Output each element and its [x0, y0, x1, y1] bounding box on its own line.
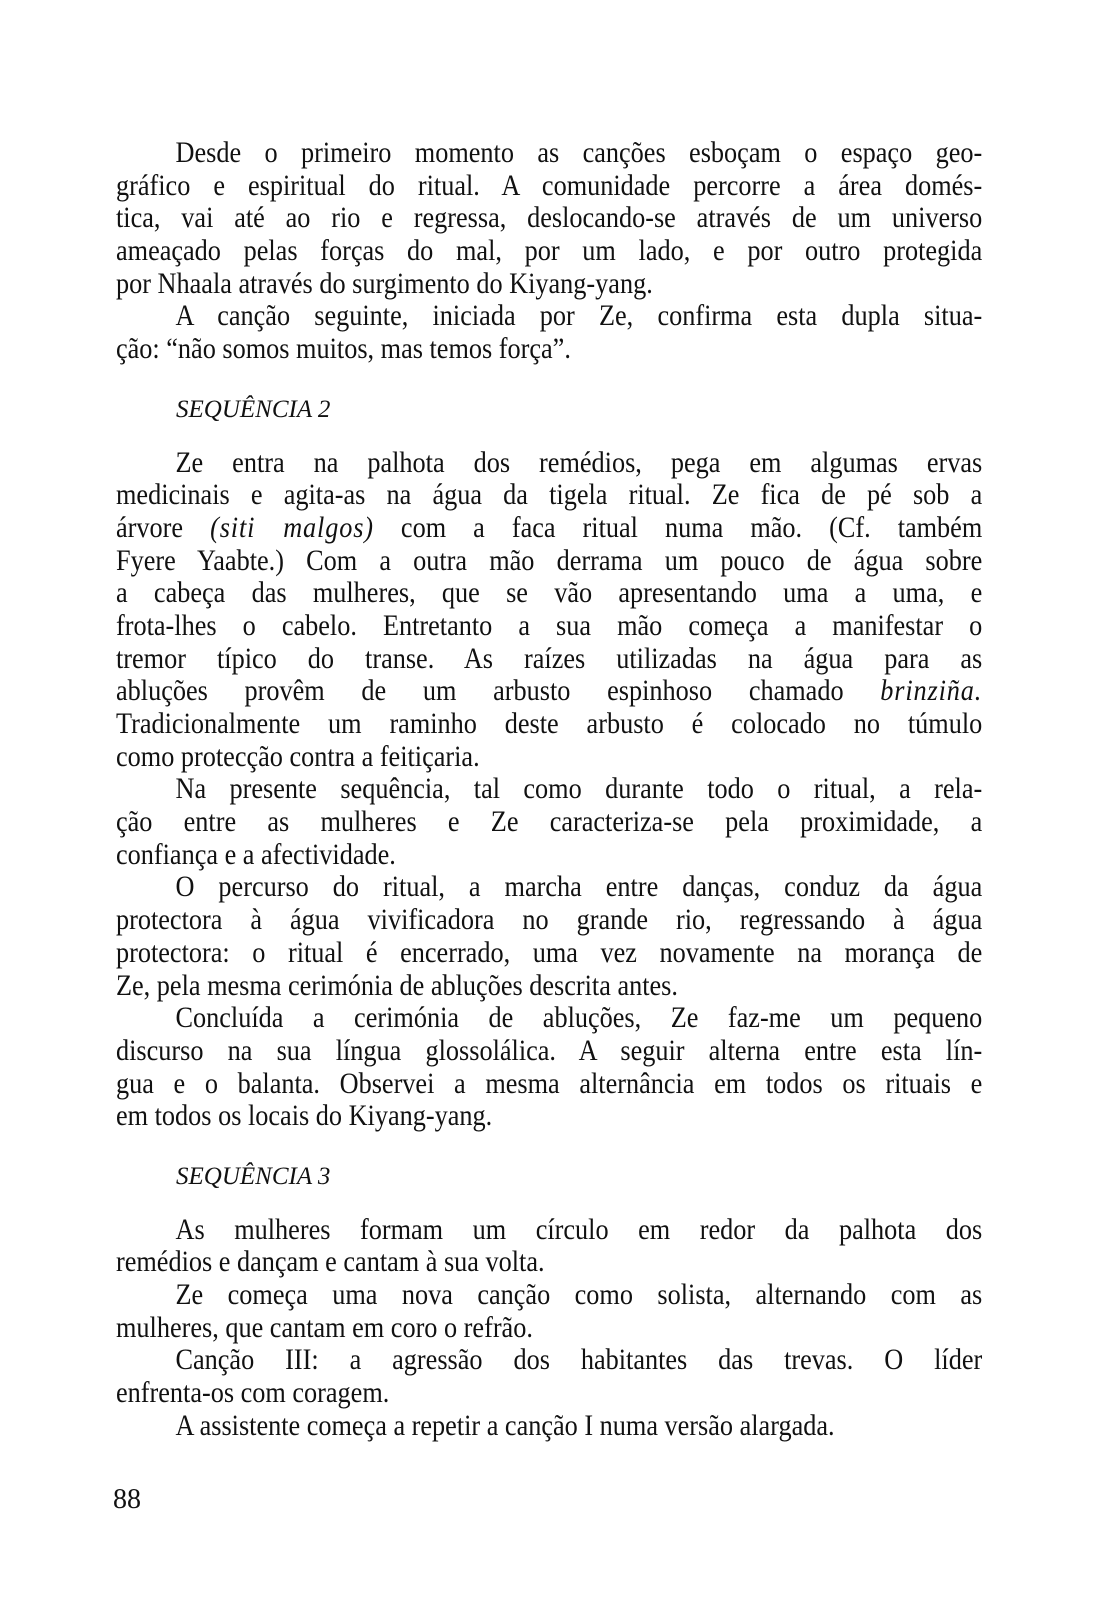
- text-segment: frota-lhes o cabelo. Entretanto a sua mão começa a manifestar o: [116, 608, 983, 642]
- text-segment: Concluída a cerimónia de abluções, Ze faz-me um pequeno: [175, 1001, 983, 1035]
- text-segment: Ze, pela mesma cerimónia de abluções descrita antes.: [116, 968, 678, 1002]
- text-segment: medicinais e agita-as na água da tigela ritual. Ze fica de pé sob a: [116, 478, 983, 512]
- text-line: [116, 610, 982, 643]
- text-line: [116, 235, 982, 268]
- text-line: [116, 708, 982, 741]
- paragraph: [116, 871, 982, 1002]
- text-segment: tica, vai até ao rio e regressa, deslocando-se através de um universo: [116, 201, 983, 235]
- text-line: [116, 1100, 982, 1133]
- paragraph: [116, 1214, 982, 1279]
- text-segment: árvore: [116, 510, 211, 544]
- section-heading: SEQUÊNCIA 2: [176, 395, 331, 423]
- text-line: [116, 268, 982, 301]
- text-line: [116, 300, 982, 333]
- text-segment: protectora: o ritual é encerrado, uma vez novamente na morança de: [116, 935, 983, 969]
- text-line: [116, 1344, 982, 1377]
- text-segment: em todos os locais do Kiyang-yang.: [116, 1099, 493, 1133]
- text-segment: A canção seguinte, iniciada por Ze, confirma esta dupla situa-: [175, 299, 983, 333]
- body-text: [116, 137, 982, 1442]
- text-line: [116, 1068, 982, 1101]
- text-segment: A assistente começa a repetir a canção I numa versão alargada.: [175, 1408, 835, 1442]
- text-line: [116, 577, 982, 610]
- text-line: [116, 839, 982, 872]
- text-segment: tremor típico do transe. As raízes utilizadas na água para as: [116, 641, 983, 675]
- text-line: [116, 512, 982, 545]
- text-segment: gráfico e espiritual do ritual. A comunidade percorre a área domés-: [116, 168, 983, 202]
- paragraph: [116, 1410, 982, 1443]
- text-segment: Canção III: a agressão dos habitantes das trevas. O líder: [175, 1343, 983, 1377]
- text-segment: Desde o primeiro momento as canções esboçam o espaço geo-: [175, 136, 983, 169]
- text-segment: por Nhaala através do surgimento do Kiyang-yang.: [116, 266, 653, 300]
- paragraph: [116, 447, 982, 774]
- paragraph: [116, 300, 982, 365]
- text-line: [116, 773, 982, 806]
- text-line: [116, 479, 982, 512]
- text-segment: confiança e a afectividade.: [116, 837, 396, 871]
- paragraph: [116, 1002, 982, 1133]
- text-segment: como protecção contra a feitiçaria.: [116, 739, 480, 773]
- text-segment: O percurso do ritual, a marcha entre danças, conduz da água: [175, 870, 983, 904]
- text-line: [116, 937, 982, 970]
- text-line: [116, 137, 982, 170]
- text-segment: Ze entra na palhota dos remédios, pega em algumas ervas: [175, 445, 983, 479]
- text-line: [116, 202, 982, 235]
- text-line: [116, 545, 982, 578]
- text-line: [116, 447, 982, 480]
- text-line: [116, 1214, 982, 1247]
- text-segment: discurso na sua língua glossolálica. A seguir alterna entre esta lín-: [116, 1033, 983, 1067]
- text-segment: abluções provêm de um arbusto espinhoso chamado: [116, 674, 881, 708]
- text-segment: As mulheres formam um círculo em redor da palhota dos: [175, 1212, 983, 1246]
- text-segment: Na presente sequência, tal como durante todo o ritual, a rela-: [175, 772, 983, 806]
- text-line: [116, 741, 982, 774]
- text-segment: ameaçado pelas forças do mal, por um lado, e por outro protegida: [116, 234, 983, 268]
- paragraph: [116, 1344, 982, 1409]
- text-segment: ção entre as mulheres e Ze caracteriza-se pela proximidade, a: [116, 805, 983, 839]
- text-segment: mulheres, que cantam em coro o refrão.: [116, 1310, 533, 1344]
- text-segment: gua e o balanta. Observei a mesma alternância em todos os rituais e: [116, 1066, 983, 1100]
- text-line: [116, 970, 982, 1003]
- text-line: [116, 1002, 982, 1035]
- text-segment: remédios e dançam e cantam à sua volta.: [116, 1245, 545, 1279]
- text-segment: com a faca ritual numa mão. (Cf. também: [373, 510, 983, 544]
- text-segment: Ze começa uma nova canção como solista, alternando com as: [175, 1278, 983, 1311]
- page-number: 88: [113, 1484, 141, 1515]
- italic-term: brinziña.: [880, 674, 983, 708]
- text-segment: enfrenta-os com coragem.: [116, 1376, 390, 1410]
- text-line: [116, 1410, 982, 1443]
- text-line: [116, 1279, 982, 1312]
- text-segment: Fyere Yaabte.) Com a outra mão derrama um pouco de água sobre: [116, 543, 983, 577]
- paragraph: [116, 773, 982, 871]
- text-segment: a cabeça das mulheres, que se vão apresentando uma a uma, e: [116, 576, 983, 610]
- paragraph: [116, 1279, 982, 1344]
- text-line: [116, 643, 982, 676]
- text-line: [116, 1377, 982, 1410]
- text-line: [116, 675, 982, 708]
- text-line: [116, 1246, 982, 1279]
- paragraph: [116, 137, 982, 300]
- text-line: [116, 1035, 982, 1068]
- text-segment: Tradicionalmente um raminho deste arbusto é colocado no túmulo: [116, 707, 983, 740]
- text-line: [116, 904, 982, 937]
- text-line: [116, 333, 982, 366]
- text-line: [116, 170, 982, 203]
- text-segment: protectora à água vivificadora no grande rio, regressando à água: [116, 903, 983, 937]
- text-line: [116, 806, 982, 839]
- text-line: [116, 1312, 982, 1345]
- section-heading: SEQUÊNCIA 3: [176, 1162, 331, 1190]
- italic-term: (siti malgos): [210, 510, 374, 544]
- text-line: [116, 871, 982, 904]
- text-segment: ção: “não somos muitos, mas temos força”.: [116, 332, 571, 366]
